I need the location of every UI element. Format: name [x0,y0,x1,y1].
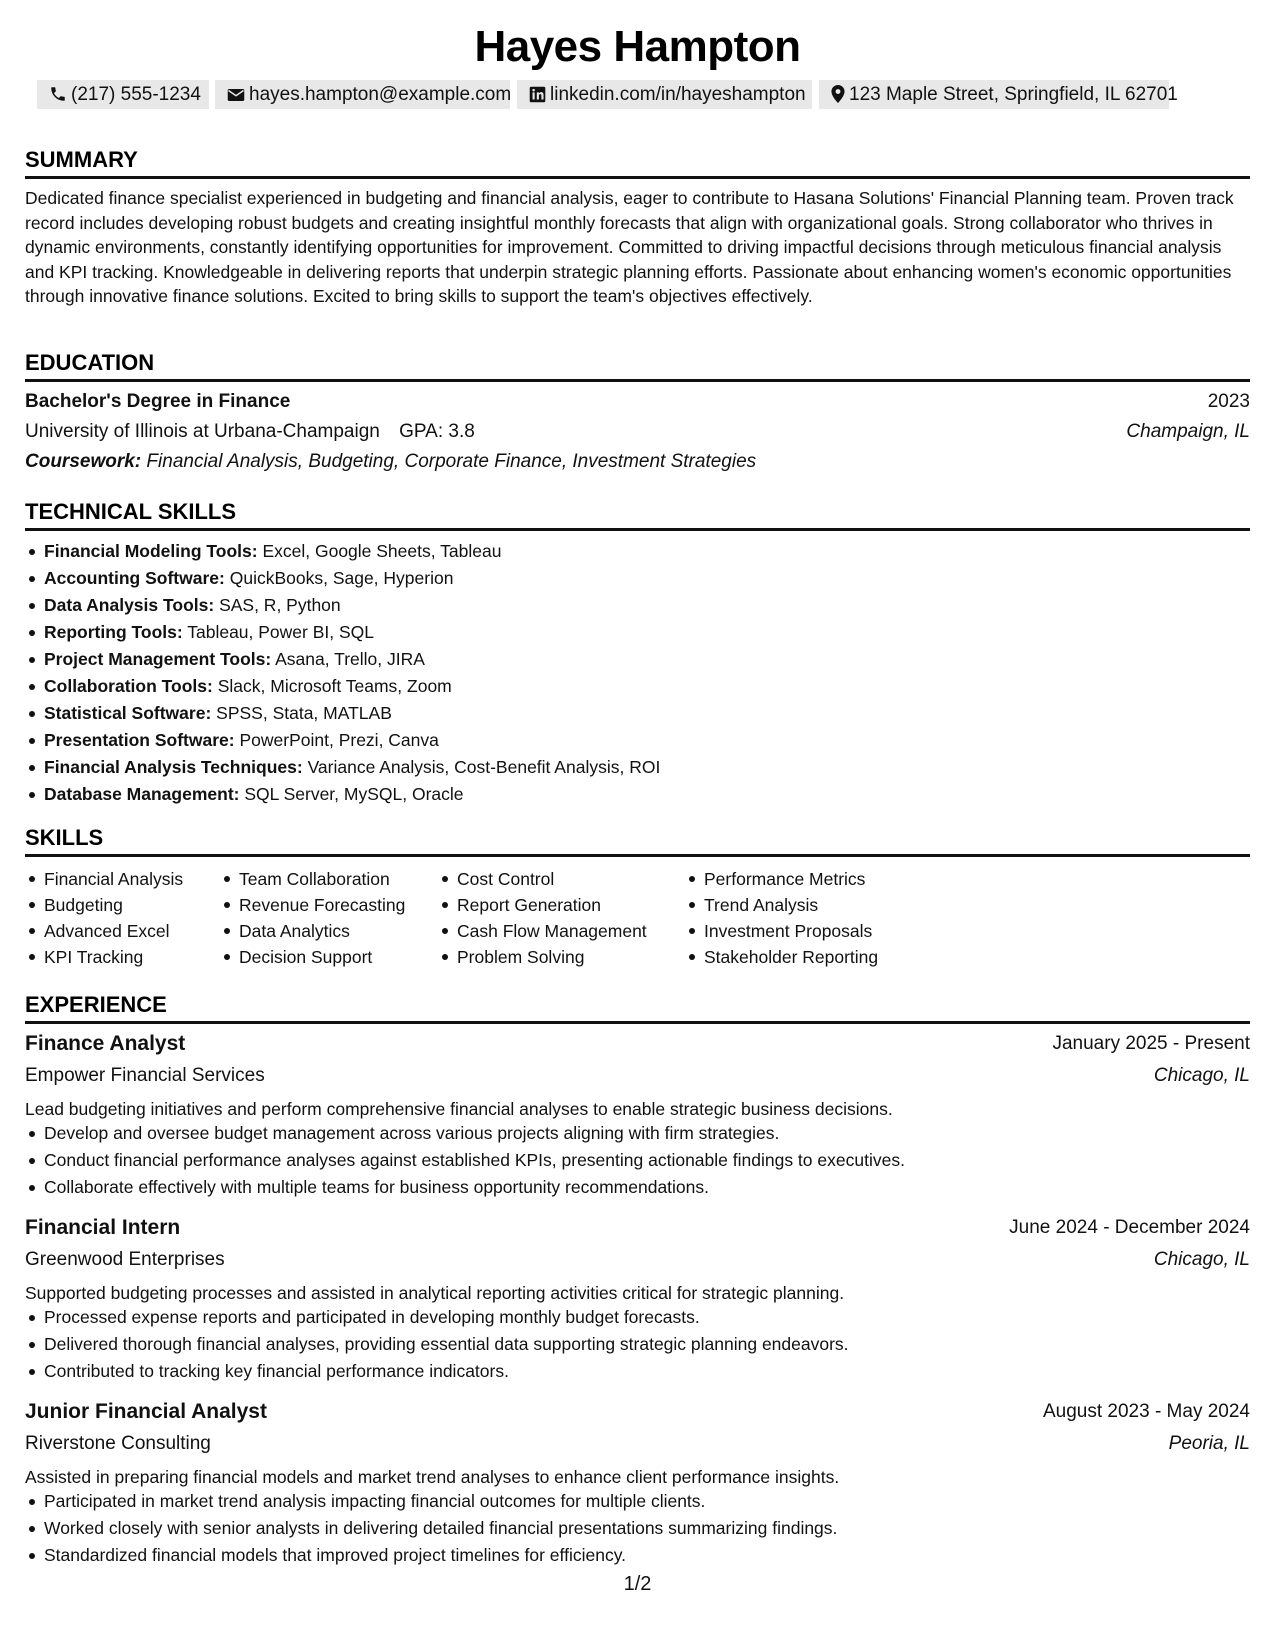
phone-icon [49,85,67,103]
email-text: hayes.hampton@example.com [249,84,512,105]
job-dates: August 2023 - May 2024 [1042,1401,1250,1422]
education-heading: EDUCATION [25,350,155,375]
list-item: Accounting Software: QuickBooks, Sage, Hyperion [25,565,660,592]
list-item: Budgeting [25,892,183,918]
contact-phone[interactable] [37,80,209,109]
list-item: Advanced Excel [25,918,183,944]
summary-divider [25,176,1250,179]
skills-column-4 [685,866,878,970]
skills-column-3 [438,866,647,970]
linkedin-icon [529,86,546,103]
job-bullets [25,1120,905,1201]
technical-skills-list [25,538,660,808]
coursework-label: Coursework: [25,451,142,472]
list-item: Cost Control [438,866,647,892]
list-item: Conduct financial performance analyses against established KPIs, presenting actionable findings to executives. [25,1147,905,1174]
list-item: Financial Analysis Techniques: Variance Analysis, Cost-Benefit Analysis, ROI [25,754,660,781]
list-item: Reporting Tools: Tableau, Power BI, SQL [25,619,660,646]
linkedin-text: linkedin.com/in/hayeshampton [550,84,806,105]
page-number: 1/2 [623,1573,652,1595]
envelope-icon [227,87,245,103]
skills-divider [25,854,1250,857]
job-bullets [25,1304,849,1385]
list-item: KPI Tracking [25,944,183,970]
list-item: Investment Proposals [685,918,878,944]
list-item: Team Collaboration [220,866,405,892]
list-item: Cash Flow Management [438,918,647,944]
address-text: 123 Maple Street, Springfield, IL 62701 [849,84,1178,105]
contact-address [819,80,1178,109]
list-item: Revenue Forecasting [220,892,405,918]
list-item: Processed expense reports and participated in developing monthly budget forecasts. [25,1304,849,1331]
list-item: Statistical Software: SPSS, Stata, MATLAB [25,700,660,727]
list-item: Problem Solving [438,944,647,970]
list-item: Participated in market trend analysis impacting financial outcomes for multiple clients. [25,1488,837,1515]
list-item: Performance Metrics [685,866,878,892]
education-divider [25,379,1250,382]
coursework-list: Financial Analysis, Budgeting, Corporate Finance, Investment Strategies [146,451,757,472]
list-item: Data Analysis Tools: SAS, R, Python [25,592,660,619]
list-item: Database Management: SQL Server, MySQL, Oracle [25,781,660,808]
list-item: Standardized financial models that improved project timelines for efficiency. [25,1542,837,1569]
list-item: Financial Modeling Tools: Excel, Google Sheets, Tableau [25,538,660,565]
job-location: Peoria, IL [1168,1433,1250,1454]
gpa: GPA: 3.8 [399,421,475,442]
coursework-line [25,451,756,473]
list-item: Data Analytics [220,918,405,944]
list-item: Collaboration Tools: Slack, Microsoft Teams, Zoom [25,673,660,700]
list-item: Financial Analysis [25,866,183,892]
job-company: Riverstone Consulting [25,1433,211,1454]
list-item: Delivered thorough financial analyses, providing essential data supporting strategic planning endeavors. [25,1331,849,1358]
job-description: Assisted in preparing financial models and market trend analyses to enhance client performance insights. [25,1467,840,1487]
skills-column-1 [25,866,183,970]
summary-text: Dedicated finance specialist experienced in budgeting and financial analysis, eager to contribute to Hasana Solutions' Financial Planning team. Proven track record includes developing robust budgets and creating insightful monthly forecasts that align with organizational goals. Strong collaborator who thrives in dynamic environments, constantly identifying opportunities for improvement. Committed to driving impactful decisions through meticulous financial analysis and KPI tracking. Knowledgeable in delivering reports that underpin strategic planning efforts. Passionate about enhancing women's economic opportunities through innovative finance solutions. Excited to bring skills to support the team's objectives effectively. [25,188,1234,306]
skills-heading: SKILLS [25,825,104,850]
experience-divider [25,1021,1250,1024]
job-title: Finance Analyst [25,1032,186,1055]
job-location: Chicago, IL [1153,1065,1250,1086]
job-description: Lead budgeting initiatives and perform comprehensive financial analyses to enable strategic business decisions. [25,1099,893,1119]
degree: Bachelor's Degree in Finance [25,391,291,412]
job-dates: June 2024 - December 2024 [1009,1217,1250,1238]
school-name: University of Illinois at Urbana-Champaign [25,421,380,442]
map-pin-icon [831,85,845,103]
experience-heading: EXPERIENCE [25,992,167,1017]
list-item: Project Management Tools: Asana, Trello, JIRA [25,646,660,673]
job-title: Junior Financial Analyst [25,1400,267,1423]
summary-heading: SUMMARY [25,147,138,172]
school-line [25,421,475,443]
skills-column-2 [220,866,405,970]
job-bullets [25,1488,837,1569]
contact-linkedin[interactable] [517,80,812,109]
job-description: Supported budgeting processes and assisted in analytical reporting activities critical for strategic planning. [25,1283,845,1303]
technical-skills-heading: TECHNICAL SKILLS [25,499,237,524]
graduation-year: 2023 [1207,391,1250,412]
school-location: Champaign, IL [1126,421,1250,442]
candidate-name: Hayes Hampton [474,22,801,71]
job-company: Empower Financial Services [25,1065,265,1086]
list-item: Contributed to tracking key financial performance indicators. [25,1358,849,1385]
technical-skills-divider [25,528,1250,531]
list-item: Collaborate effectively with multiple teams for business opportunity recommendations. [25,1174,905,1201]
list-item: Stakeholder Reporting [685,944,878,970]
list-item: Report Generation [438,892,647,918]
list-item: Decision Support [220,944,405,970]
job-location: Chicago, IL [1153,1249,1250,1270]
list-item: Develop and oversee budget management across various projects aligning with firm strategies. [25,1120,905,1147]
job-company: Greenwood Enterprises [25,1249,225,1270]
contact-email[interactable] [215,80,510,109]
job-title: Financial Intern [25,1216,181,1239]
list-item: Presentation Software: PowerPoint, Prezi, Canva [25,727,660,754]
job-dates: January 2025 - Present [1052,1033,1250,1054]
list-item: Trend Analysis [685,892,878,918]
list-item: Worked closely with senior analysts in delivering detailed financial presentations summarizing findings. [25,1515,837,1542]
phone-text: (217) 555-1234 [71,84,201,105]
